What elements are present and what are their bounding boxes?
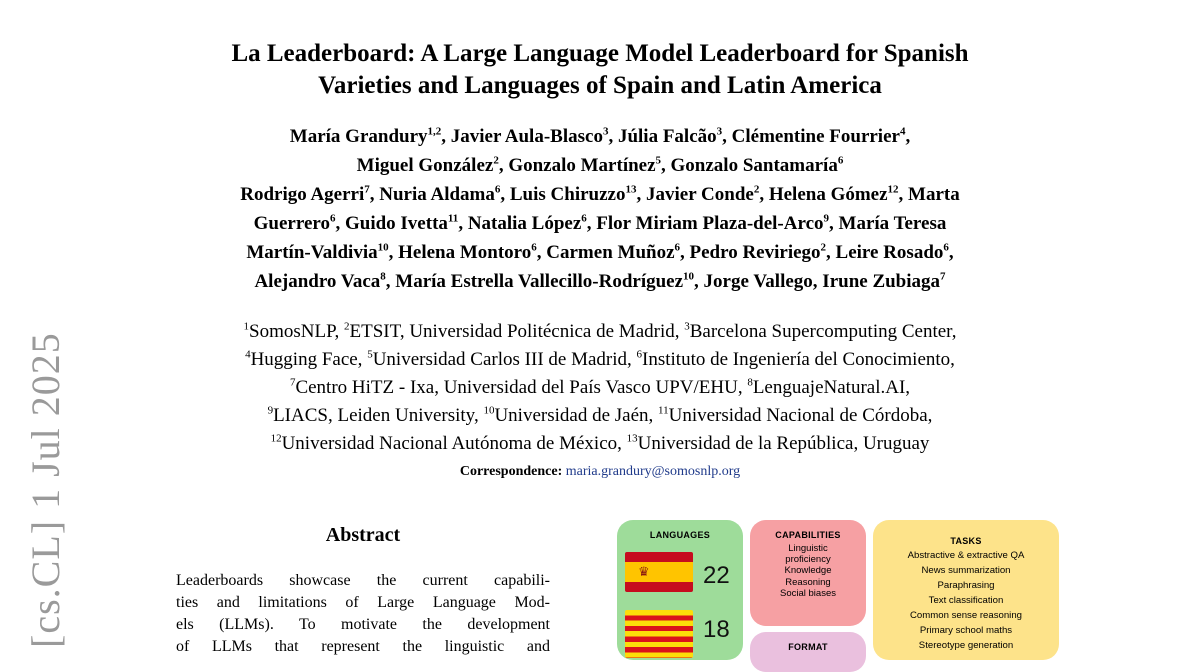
abstract-body [176,570,550,658]
capabilities-card [750,520,866,626]
abstract-line: Leaderboards showcase the current capabili- [176,572,550,589]
format-heading: FORMAT [788,642,828,652]
languages-heading: LANGUAGES [649,530,711,540]
task-item: Text classification [928,595,1004,606]
paper-title [100,38,1100,102]
catalonia-flag-icon [625,610,693,658]
capability-item: Linguistic [788,543,828,554]
correspondence [100,464,1100,480]
task-item: Abstractive & extractive QA [907,550,1025,561]
task-item: News summarization [921,565,1011,576]
capability-item: Social biases [780,587,836,599]
author-line-4: Guerrero$^6$, Guido Ivetta$^{11}$, Natalia López$^6$, Flor Miriam Plaza-del-Arco$^9$, María Teresa [253,212,947,234]
affiliation-line-5: $^{12}$Universidad Nacional Autónoma de México, $^{13}$Universidad de la República, Uruguay [270,432,930,454]
task-item: Primary school maths [919,625,1013,636]
overview-figure [617,520,1062,660]
title-line-1: La Leaderboard: A Large Language Model Leaderboard for Spanish [231,40,969,67]
affiliation-line-1: $^1$SomosNLP, $^2$ETSIT, Universidad Politécnica de Madrid, $^3$Barcelona Supercomputing Center, [243,320,957,342]
author-line-3: Rodrigo Agerri$^7$, Nuria Aldama$^6$, Luis Chiruzzo$^{13}$, Javier Conde$^2$, Helena Gómez$^{12}$, Marta [240,183,960,205]
languages-card [617,520,743,660]
affiliation-line-3: $^7$Centro HiTZ - Ixa, Universidad del País Vasco UPV/EHU, $^8$LenguajeNatural.AI, [289,376,911,398]
author-line-6: Alejandro Vaca$^8$, María Estrella Vallecillo-Rodríguez$^{10}$, Jorge Vallego, Irune Zubiaga$^7$ [254,270,946,292]
affiliation-line-4: $^9$LIACS, Leiden University, $^{10}$Universidad de Jaén, $^{11}$Universidad Nacional de Córdoba, [267,404,933,426]
author-line-5: Martín-Valdivia$^{10}$, Helena Montoro$^6$, Carmen Muñoz$^6$, Pedro Reviriego$^2$, Leire Rosado$^6$, [246,241,954,263]
capability-item: proficiency [785,554,831,566]
catalan-count: 18 [703,616,730,643]
capabilities-list [750,543,866,599]
tasks-card [873,520,1059,660]
capability-item: Reasoning [785,576,831,588]
author-line-2: Miguel González$^2$, Gonzalo Martínez$^5$, Gonzalo Santamaría$^6$ [356,154,844,176]
task-item: Common sense reasoning [910,610,1022,621]
spain-flag-icon: ♛ [625,552,693,592]
abstract-heading: Abstract [325,524,401,546]
correspondence-email-link[interactable]: maria.grandury@somosnlp.org [565,464,741,479]
correspondence-label: Correspondence: [459,464,563,479]
task-item: Paraphrasing [937,580,995,591]
author-line-1: María Grandury$^{1,2}$, Javier Aula-Blasco$^3$, Júlia Falcão$^3$, Clémentine Fourrier$^4$, [289,125,911,147]
tasks-list [873,548,1059,653]
format-card [750,632,866,672]
affiliation-line-2: $^4$Hugging Face, $^5$Universidad Carlos III de Madrid, $^6$Instituto de Ingeniería del Conocimiento, [245,348,955,370]
title-line-2: Varieties and Languages of Spain and Latin America [318,72,882,99]
spanish-count: 22 [703,562,730,589]
tasks-heading: TASKS [950,536,982,546]
task-item: Stereotype generation [918,640,1014,651]
capabilities-heading: CAPABILITIES [775,530,841,540]
abstract-line: ties and limitations of Large Language Mod- [176,594,550,611]
capability-item: Knowledge [784,565,832,577]
abstract-line: of LLMs that represent the linguistic and [176,638,550,655]
author-list [100,122,1100,296]
affiliation-list [100,318,1100,458]
arxiv-side-stamp: [cs.CL] 1 Jul 2025 [23,332,68,648]
abstract-line: els (LLMs). To motivate the development [176,616,550,633]
